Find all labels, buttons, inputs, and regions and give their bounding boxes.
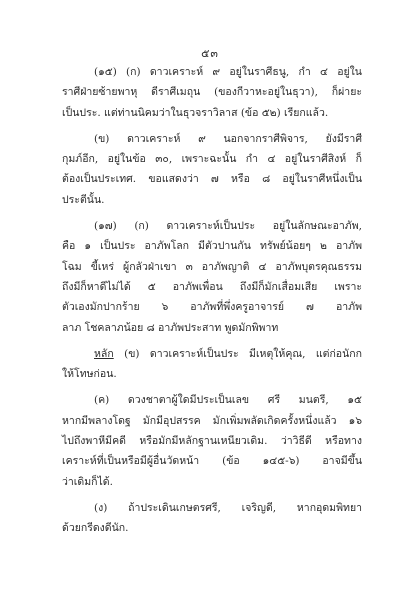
- text-line: (ง) ถ้าประเดินเกษตรศรี, เจริญดี, หากอุดมพิทยา: [94, 501, 362, 514]
- paragraph-c: [62, 390, 362, 491]
- text-line: ประตีนั้น.: [62, 193, 105, 206]
- text-line: [62, 344, 362, 364]
- text-line: ไปถึงพาหีมีคดี หรือมักมีหลักฐานเหนียวเดิม. ว่าวิธีดี หรือทาง: [62, 435, 362, 448]
- text-line: ตัวเองมักปากร้าย ๖ อาภัพที่พึ่งครูอาจารย์ ๗ อาภัพ: [62, 301, 362, 314]
- text-line: โฉม ขี้เหร่ ผู้กลัวฝ่าเขา ๓ อาภัพญาติ ๔ อาภัพบุตรคุณธรรม: [62, 260, 362, 273]
- text-line: ด้วยกรีดงดีนัก.: [62, 522, 129, 535]
- underlined-term: หลัก: [94, 347, 114, 360]
- text-line: เคราะห์ที่เป็นหรือมีผู้อื่นวัดหน้า (ข้อ ๑๔๕-๖) อาจมีขึ้น: [62, 455, 362, 468]
- text-line: ถึงมีก็หาดีไม่ได้ ๕ อาภัพเพื่อน ถึงมีก็มักเสื่อมเสีย เพราะ: [62, 280, 362, 293]
- text-line: (๑๕) (ก) ดาวเคราะห์ ๙ อยู่ในราศีธนู, กำ ๔ อยู่ใน: [94, 66, 362, 78]
- text-line: (๑๗) (ก) ดาวเคราะห์เป็นประ อยู่ในลักษณะอาภัพ,: [94, 220, 362, 233]
- text-line: เป็นประ. แต่ท่านนิคมว่าในธุวจราวิลาส (ข้อ ๕๒) เรียกแล้ว.: [62, 106, 329, 119]
- paragraph-15b: [62, 129, 362, 210]
- text-line: หากมีพลางโดฐ มักมีอุปสรรค มักเพิ่มพลัดเกิดครั้งหนึ่งแล้ว ๑๖: [62, 414, 362, 427]
- text-line: กุมภ์อีก, อยู่ในข้อ ๓๐, เพราะฉะนั้น กำ ๔ อยู่ในราศีสิงห์ ก็: [62, 153, 362, 166]
- text-line: ลาภ โชคลาภน้อย ๘ อาภัพประสาท พูดมักพิพาท: [62, 321, 279, 334]
- text-line: คือ ๑ เป็นประ อาภัพโลก มีตัวปานกัน ทรัพย์น้อยๆ ๒ อาภัพ: [62, 240, 362, 253]
- paragraph-d: [62, 498, 362, 539]
- text-line: (ค) ดวงชาตาผู้ใดมีประเป็นเลข ศรี มนตรี, ๑๕: [94, 394, 362, 407]
- paragraph-15: [62, 62, 362, 123]
- text-line: ให้โทษก่อน.: [62, 368, 117, 381]
- page-number: ๕๓: [201, 47, 219, 60]
- text-line: (ข) ดาวเคราะห์ ๙ นอกจากราศีพิจาร, ยังมีราศี: [94, 132, 362, 145]
- paragraph-rule: [62, 344, 362, 385]
- paragraph-17: [62, 216, 362, 338]
- text-line: ต้องเป็นประเทศ. ขอแสดงว่า ๗ หรือ ๘ อยู่ในราศีหนึ่งเป็น: [62, 173, 362, 186]
- text-line: ว่าเดิมก็ได้.: [62, 475, 113, 488]
- text-line: ราศีฝ่ายซ้ายพาหุ ดีราศีเมถุน (ของกีวาหะอยู่ในธุวา), ก็ผ่ายะ: [62, 86, 362, 99]
- document-body: [62, 62, 362, 545]
- rule-text: (ข) ดาวเคราะห์เป็นประ มีเหตุให้คุณ, แต่ก่อนักก: [124, 347, 362, 360]
